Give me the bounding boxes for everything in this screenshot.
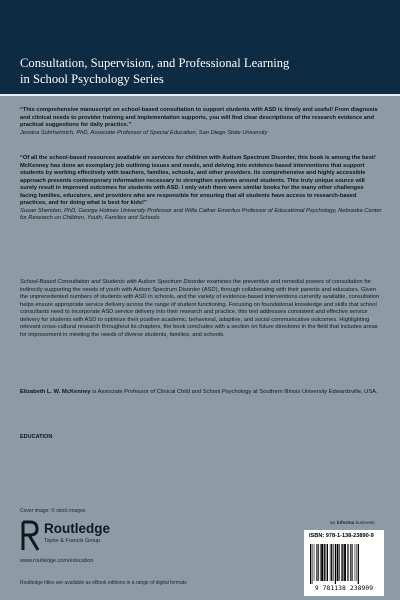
series-title-line-1: Consultation, Supervision, and Professional Learning: [20, 56, 290, 70]
barcode-bar: [327, 544, 328, 581]
barcode-bar: [335, 544, 336, 584]
author-bio-text: is Associate Professor of Clinical Child and School Psychology at Southern Illinois University Edwardsville, USA.: [90, 389, 378, 395]
book-description: [20, 279, 382, 339]
barcode-panel: [304, 530, 384, 596]
barcode-bar: [339, 544, 340, 581]
barcode-bar: [316, 544, 317, 581]
informa-word: informa: [336, 521, 355, 526]
barcode-bar: [310, 544, 311, 584]
barcode-bar: [312, 544, 313, 584]
description-text: examines the preventive and remedial powers of consultation for indirectly supporting the needs of youth with Autism Spectrum Disorder (ASD), through collaborating with their parents and educators. Given the unprecedented numbers of students with ASD in schools, and the variety of evidence-based interventions currently available, consultation helps ensure appropriate service delivery across the range of student functioning. Focusing on foundational knowledge and skills that school consultants need to incorporate ASD service delivery into their research and practice, this text addresses consistent and effective service delivery for students with ASD to optimize their positive academic, behavioral, adaptive, and social communicative outcomes. Highlighting relevant cross-cultural research throughout its chapters, the book concludes with a section on future directions in the field that includes areas for improvement in meeting the needs of diverse students, families, and schools.: [20, 279, 380, 338]
publisher-website: www.routledge.com/education: [20, 558, 94, 564]
isbn-label: ISBN: 978-1-138-23890-9: [309, 533, 374, 539]
barcode-bar: [321, 544, 323, 581]
review-2: [20, 155, 382, 223]
review-attribution: Susan Sheridan, PhD, George Holmes University Professor and Willa Cather Emeritus Professor of Educational Psychology, Nebraska Center for Research on Children, Youth, Families and Schools: [20, 207, 382, 221]
barcode-bar: [314, 544, 315, 581]
publisher-subtitle: Taylor & Francis Group: [44, 538, 101, 544]
informa-suffix: business: [354, 521, 375, 526]
header-divider: [0, 94, 400, 96]
book-title: School-Based Consultation and Students with Autism Spectrum Disorder: [20, 279, 206, 285]
informa-prefix: an: [330, 521, 337, 526]
barcode-bar: [350, 544, 351, 581]
barcode-icon: [310, 544, 378, 584]
barcode-bar: [357, 544, 358, 581]
routledge-mark-icon: [20, 520, 40, 552]
barcode-bar: [317, 544, 318, 581]
barcode-bar: [330, 544, 331, 581]
ebook-note: Routledge titles are available as eBook editions in a range of digital formats: [20, 580, 187, 586]
barcode-bar: [348, 544, 349, 581]
informa-tagline: [330, 521, 375, 526]
review-quote: “Of all the school-based resources available on services for children with Autism Spectrum Disorder, this book is among the best! McKenney has done an exemplary job outlining issues and needs, and delving into evidence-based interventions that support students by working effectively with teachers, families, schools, and other providers. Its comprehensive and highly accessible approach presents contemporary information necessary to strengthen systems around students. This truly unique source will surely result in improved outcomes for students with ASD. I only wish there were similar books for the many other challenges facing families, educators, and providers who are responsible for ensuring that all students have access to research-based practices, and for doing what is best for kids!”: [20, 155, 376, 206]
series-header: [0, 0, 400, 94]
barcode-bar: [358, 544, 359, 584]
series-title-line-2: in School Psychology Series: [20, 72, 164, 86]
series-title: [20, 55, 390, 87]
barcode-bar: [337, 544, 339, 581]
barcode-bar: [331, 544, 332, 581]
barcode-bar: [333, 544, 334, 581]
barcode-bar: [326, 544, 327, 581]
barcode-bar: [324, 544, 325, 581]
barcode-bar: [320, 544, 321, 581]
barcode-bar: [342, 544, 343, 581]
review-quote: “This comprehensive manuscript on school-based consultation to support students with ASD is timely and useful! From diagnosis and clinical needs to provider training and implementation supports, you will find clear descriptions of the research evidence and practical suggestions for daily practice.”: [20, 107, 378, 128]
barcode-bar: [344, 544, 346, 581]
barcode-bar: [352, 544, 353, 581]
barcode-bar: [355, 544, 356, 581]
cover-credit: Cover image: © stock images: [20, 508, 86, 514]
review-attribution: Jessica Suhrheinrich, PhD, Associate Professor of Special Education, San Diego State University: [20, 129, 268, 136]
barcode-digits: 9 781138 238909: [314, 585, 374, 592]
review-1: [20, 107, 382, 137]
subject-category: EDUCATION: [20, 434, 53, 440]
publisher-logo: [20, 520, 170, 554]
publisher-name: Routledge: [44, 521, 110, 536]
barcode-bar: [341, 544, 342, 581]
author-name: Elizabeth L. W. McKenney: [20, 389, 91, 395]
author-bio: [20, 389, 382, 397]
barcode-bar: [347, 544, 348, 581]
